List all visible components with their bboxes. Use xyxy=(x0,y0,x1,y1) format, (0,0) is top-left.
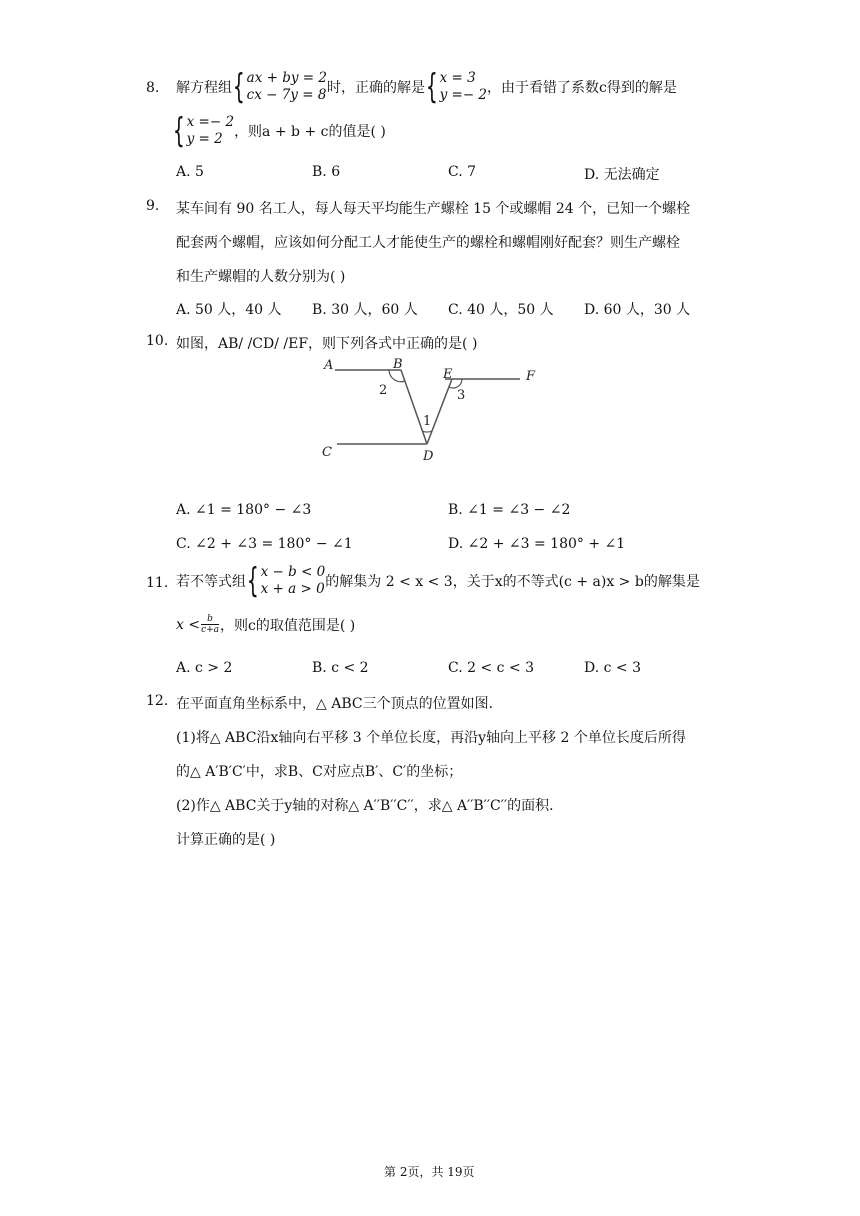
equation-line: y =− 2 xyxy=(439,87,488,103)
stem-line: 和生产螺帽的人数分别为( ) xyxy=(176,269,346,285)
option-a: A. c > 2 xyxy=(176,660,233,676)
label-angle-3: 3 xyxy=(457,388,466,403)
stem-line: 计算正确的是( ) xyxy=(176,832,276,848)
label-f: F xyxy=(526,369,536,384)
fraction-denominator: c+a xyxy=(201,625,220,635)
stem-line: 如图，AB/ /CD/ /EF，则下列各式中正确的是( ) xyxy=(176,336,478,352)
stem-line: 的△ A′B′C′中，求B、C对应点B′、C′的坐标； xyxy=(176,764,463,780)
equation-system: { ax + by = 2 cx − 7y = 8 xyxy=(232,67,327,107)
option-d: D. 无法确定 xyxy=(584,167,660,183)
option-d: D. c < 3 xyxy=(584,660,642,676)
question-number: 12. xyxy=(146,693,169,709)
label-d: D xyxy=(423,449,434,464)
label-c: C xyxy=(322,445,332,460)
label-angle-1: 1 xyxy=(423,414,432,429)
question-number: 9. xyxy=(146,198,160,214)
fraction xyxy=(201,614,219,635)
stem-line: 在平面直角坐标系中，△ ABC三个顶点的位置如图． xyxy=(176,696,503,712)
inequality-system: { x − b < 0 x + a > 0 xyxy=(246,561,326,601)
inequality-line: x − b < 0 xyxy=(260,564,326,580)
option-c: C. 2 < c < 3 xyxy=(448,660,535,676)
question-stem xyxy=(176,561,700,601)
stem-text: ，则c的取值范围是( ) xyxy=(220,617,356,634)
stem-text: 解方程组 xyxy=(176,80,232,96)
stem-line: (2)作△ ABC关于y轴的对称△ A′′B′′C′′，求△ A′′B′′C′′的面积． xyxy=(176,798,564,814)
stem-line: 某车间有 90 名工人，每人每天平均能生产螺栓 15 个或螺帽 24 个，已知一个螺栓 xyxy=(176,201,691,217)
page-footer: 第 2页，共 19页 xyxy=(384,1165,475,1179)
equation-line: y = 2 xyxy=(186,131,223,147)
label-b: B xyxy=(393,357,403,372)
inequality-text: x < xyxy=(176,616,201,633)
stem-line: 配套两个螺帽，应该如何分配工人才能使生产的螺栓和螺帽刚好配套？则生产螺栓 xyxy=(176,235,680,251)
stem-line: (1)将△ ABC沿x轴向右平移 3 个单位长度，再沿y轴向上平移 2 个单位长度后所得 xyxy=(176,730,686,746)
wrong-solution-system: { x =− 2 y = 2 xyxy=(172,111,235,151)
question-stem-line2 xyxy=(176,614,355,635)
option-c: C. 40 人，50 人 xyxy=(448,302,554,318)
option-a: A. ∠1 = 180° − ∠3 xyxy=(176,502,312,518)
option-a: A. 5 xyxy=(176,164,204,180)
stem-text: 时，正确的解是 xyxy=(326,80,425,96)
label-a: A xyxy=(324,358,334,373)
equation-line: ax + by = 2 xyxy=(246,70,327,86)
stem-text: 若不等式组 xyxy=(176,574,246,590)
question-stem-line2 xyxy=(172,111,386,151)
option-b: B. 30 人，60 人 xyxy=(312,302,418,318)
label-e: E xyxy=(443,367,453,382)
equation-line: x = 3 xyxy=(439,70,476,86)
parallel-lines-figure xyxy=(315,350,555,465)
option-b: B. 6 xyxy=(312,164,341,180)
option-d: D. ∠2 + ∠3 = 180° + ∠1 xyxy=(448,536,626,552)
angle-1-arc xyxy=(422,431,432,432)
inequality-line: x + a > 0 xyxy=(260,581,325,597)
option-d: D. 60 人，30 人 xyxy=(584,302,691,318)
question-stem xyxy=(176,67,677,107)
equation-line: cx − 7y = 8 xyxy=(246,87,327,103)
option-b: B. c < 2 xyxy=(312,660,369,676)
stem-text: 的解集为 2 < x < 3，关于x的不等式(c + a)x > b的解集是 xyxy=(325,574,700,590)
solution-system: { x = 3 y =− 2 xyxy=(425,67,488,107)
option-c: C. 7 xyxy=(448,164,477,180)
equation-line: x =− 2 xyxy=(186,114,235,130)
stem-text: ，由于看错了系数c得到的解是 xyxy=(487,80,677,96)
option-b: B. ∠1 = ∠3 − ∠2 xyxy=(448,502,571,518)
segment-de xyxy=(427,379,452,444)
question-number: 11. xyxy=(146,575,169,591)
option-c: C. ∠2 + ∠3 = 180° − ∠1 xyxy=(176,536,353,552)
question-number: 10. xyxy=(146,333,169,349)
fraction-numerator: b xyxy=(207,614,213,624)
stem-text: ，则a + b + c的值是( ) xyxy=(234,124,386,140)
option-a: A. 50 人，40 人 xyxy=(176,302,282,318)
label-angle-2: 2 xyxy=(379,383,388,398)
question-number: 8. xyxy=(146,80,160,96)
